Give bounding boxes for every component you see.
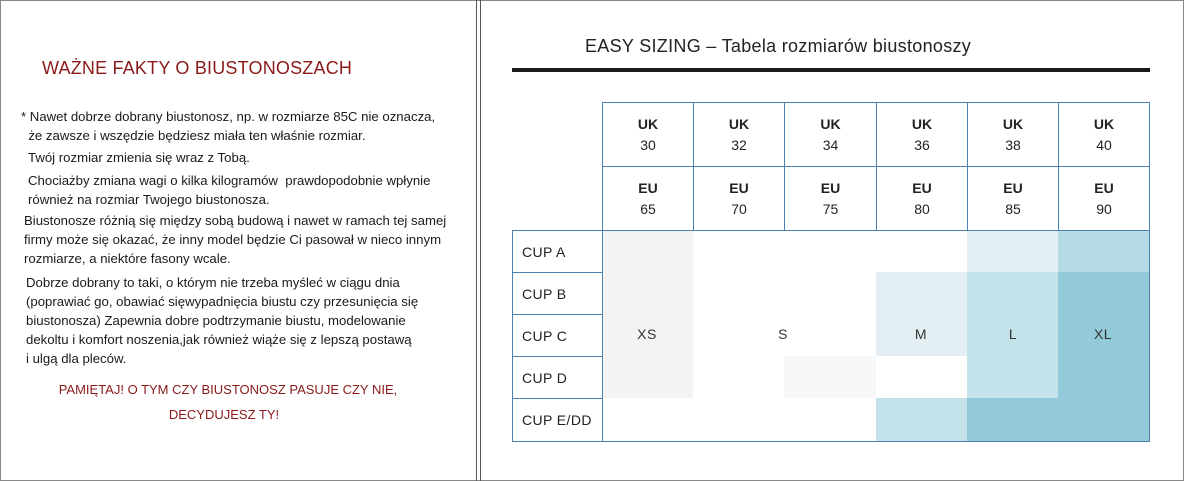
- cup-row-label: CUP B: [512, 272, 603, 315]
- panel-divider: [476, 0, 481, 481]
- eu-band-size: 90: [1096, 200, 1112, 217]
- cup-row-label: CUP A: [512, 230, 603, 273]
- uk-band-size: 38: [1005, 136, 1021, 153]
- eu-header-cell: [693, 166, 785, 231]
- size-label-s: S: [778, 326, 788, 342]
- eu-band-label: EU: [1003, 179, 1023, 196]
- size-label-m: M: [914, 326, 928, 342]
- reminder-line-1: PAMIĘTAJ! O TYM CZY BIUSTONOSZ PASUJE CZY NIE,: [58, 382, 398, 397]
- uk-band-label: UK: [637, 115, 659, 132]
- title-underline: [512, 68, 1150, 72]
- uk-band-size: 34: [822, 136, 839, 153]
- eu-header-cell: [967, 166, 1059, 231]
- eu-band-size: 80: [914, 200, 930, 217]
- eu-header-cell: [876, 166, 968, 231]
- uk-band-label: UK: [1093, 115, 1115, 132]
- sizing-title: EASY SIZING – Tabela rozmiarów biustonoszy: [585, 36, 972, 56]
- fact-paragraph-1: * Nawet dobrze dobrany biustonosz, np. w rozmiarze 85C nie oznacza, że zawsze i wszędzie będziesz miała ten właśnie rozmiar.: [21, 109, 436, 143]
- eu-band-size: 65: [640, 200, 656, 217]
- uk-header-cell: [876, 102, 968, 167]
- cup-row-label: CUP C: [512, 314, 603, 357]
- uk-band-label: UK: [728, 115, 750, 132]
- eu-band-label: EU: [638, 179, 658, 196]
- fact-paragraph-4: Biustonosze różnią się między sobą budową i nawet w ramach tej samej firmy może się okazać, że inny model będzie Ci pasował w nieco innym rozmiarze, a niektóre fasony wcale.: [24, 213, 447, 266]
- uk-header-cell: [693, 102, 785, 167]
- uk-band-label: UK: [820, 115, 841, 132]
- eu-header-cell: [602, 166, 694, 231]
- fact-paragraph-5: Dobrze dobrany to taki, o którym nie trzeba myśleć w ciągu dnia (poprawiać go, obawiać sięwypadnięcia biustu czy przesunięcia się biustonosza) Zapewnia dobre podtrzymanie biustu, modelowanie dekoltu i komfort noszenia,jak również wiąże się z lepszą postawą i ulgą dla pleców.: [26, 275, 419, 366]
- eu-band-label: EU: [820, 179, 841, 196]
- cup-row-label: CUP E/DD: [512, 398, 603, 442]
- uk-band-size: 40: [1096, 136, 1112, 153]
- eu-band-size: 75: [822, 200, 839, 217]
- eu-band-label: EU: [729, 179, 749, 196]
- uk-band-size: 36: [914, 136, 930, 153]
- size-label-xs: XS: [637, 326, 657, 342]
- uk-band-label: UK: [911, 115, 933, 132]
- size-label-xl: XL: [1093, 326, 1113, 342]
- eu-header-cell: [784, 166, 877, 231]
- size-area-border: [602, 230, 1150, 442]
- eu-band-label: EU: [1094, 179, 1114, 196]
- uk-band-size: 30: [640, 136, 656, 153]
- uk-header-cell: [1058, 102, 1150, 167]
- facts-panel: [0, 0, 476, 481]
- eu-band-label: EU: [912, 179, 932, 196]
- fact-paragraph-3: Chociażby zmiana wagi o kilka kilogramów prawdopodobnie wpłynie również na rozmiar Twojego biustonosza.: [28, 173, 431, 207]
- uk-header-cell: [602, 102, 694, 167]
- cup-row-label: CUP D: [512, 356, 603, 399]
- uk-header-cell: [784, 102, 877, 167]
- size-label-l: L: [1008, 326, 1018, 342]
- uk-band-size: 32: [731, 136, 747, 153]
- facts-title: WAŻNE FAKTY O BIUSTONOSZACH: [42, 58, 353, 78]
- eu-band-size: 85: [1005, 200, 1021, 217]
- reminder-line-2: DECYDUJESZ TY!: [168, 407, 280, 422]
- eu-band-size: 70: [731, 200, 747, 217]
- eu-header-cell: [1058, 166, 1150, 231]
- fact-paragraph-2: Twój rozmiar zmienia się wraz z Tobą.: [28, 150, 250, 165]
- uk-header-cell: [967, 102, 1059, 167]
- uk-band-label: UK: [1002, 115, 1024, 132]
